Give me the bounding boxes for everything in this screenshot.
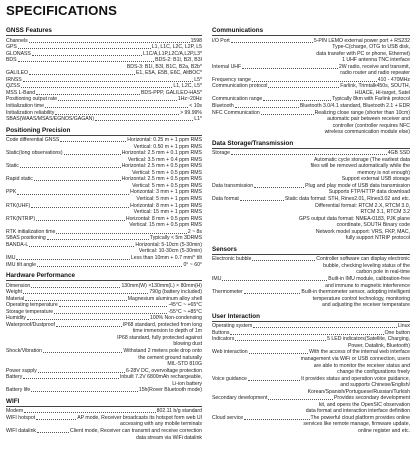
spec-row [6, 428, 202, 435]
spec-value-continued: blowing dust [173, 341, 202, 348]
leader-dots [37, 431, 69, 433]
spec-value: Plug and play mode of USB data transmission [305, 182, 410, 189]
spec-value: Provides secondary development [333, 395, 410, 402]
hardware-rows [6, 283, 202, 394]
spec-key: I/O Port [212, 37, 230, 44]
spec-value-continued: Automatic cycle storage (The earliest data [313, 156, 410, 163]
spec-value: 2 ~ 8s [187, 228, 202, 235]
spec-key: RTK(NTRIP) [6, 215, 36, 222]
gnss-section [6, 27, 202, 123]
leader-dots [248, 379, 300, 381]
leader-dots [230, 333, 383, 335]
spec-key: Frequency range [212, 76, 251, 83]
spec-value-continued: Power, Datalink, Bluetooth) [347, 342, 410, 349]
spec-value-continued: memory is not enough) [357, 169, 410, 176]
spec-value-continued: data stream via WiFi datalink [136, 434, 202, 441]
leader-dots [240, 199, 284, 201]
hardware-section [6, 272, 202, 394]
spec-value: 0° ~ 60° [183, 261, 202, 268]
leader-dots [222, 279, 327, 281]
leader-dots [36, 93, 140, 95]
spec-value: Bluetooth 3.0/4.1 standard, Bluetooth 2.1 + EDR [299, 102, 410, 109]
spec-value: Client mode, Receiver can transmit and receive correction [70, 427, 202, 434]
spec-value: Differential format: RTCM 2.X, RTCM 3.0, [315, 202, 410, 209]
leader-dots [231, 153, 387, 155]
spec-value-continued: MIL-STD 810G [167, 361, 202, 368]
leader-dots [18, 47, 151, 49]
leader-dots [263, 99, 331, 101]
spec-key: IMU [212, 276, 222, 282]
spec-key: Waterproof/Dustproof [6, 321, 55, 328]
leader-dots [23, 80, 194, 82]
spec-key: Communication protocol [212, 83, 268, 90]
spec-value: AP mode, Receiver broadcasts its hotspot form web UI [77, 414, 202, 421]
spec-key: NFC Communication [212, 109, 260, 116]
spec-value: BDS-3: B1I, B3I, B1C, B2a, B2b* [126, 63, 202, 70]
spec-key: BDS [6, 57, 17, 64]
spec-value: It provides status and operation voice guidance, [301, 375, 410, 382]
spec-value: Horizontal: 3 mm + 1 ppm RMS [130, 189, 202, 196]
leader-dots [16, 258, 130, 260]
spec-key: Internal UHF [212, 63, 242, 70]
spec-value-continued: files will be removed automatically while the [310, 163, 410, 170]
spec-key: Battery life [6, 387, 31, 394]
spec-value: 100% Non-condensing [149, 315, 202, 322]
leader-dots [252, 80, 377, 82]
spec-value: 5-PIN LEMO external power port + RS232 [313, 37, 410, 44]
spec-key: SBAS(WAAS/MSAS/EGNOS/GAGAN) [6, 116, 95, 123]
leader-dots [31, 390, 138, 392]
leader-dots [36, 219, 125, 221]
spec-value-continued: coordinate, SOUTH Binary code [336, 222, 410, 229]
gnss-rows [6, 38, 202, 117]
leader-dots [64, 153, 121, 155]
spec-value-continued: management via WiFi or USB connection, users [300, 355, 410, 362]
storage-rows [212, 150, 410, 242]
spec-value: Built-in IMU module, calibration-free [328, 276, 410, 282]
spec-key: Electronic bubble [212, 256, 252, 263]
leader-dots [242, 67, 338, 69]
spec-value: E1, E5A, E5B, E6C, AltBOC* [135, 70, 202, 77]
spec-key: Storage temperature [6, 308, 54, 315]
leader-dots [95, 119, 193, 121]
spec-key: Data format [212, 196, 239, 203]
spec-key: Shock/Vibration [6, 348, 42, 355]
spec-key: Modem [6, 408, 24, 415]
leader-dots [31, 286, 120, 288]
spec-value-continued: time immersion to depth of 1m [132, 328, 202, 335]
spec-key: SBAS positioning [6, 235, 46, 242]
leader-dots [231, 41, 313, 43]
spec-key: Secondary development [212, 395, 268, 402]
spec-value: Horizontal: 0.25 m + 1 ppm RMS [127, 137, 202, 144]
row-pad [213, 207, 314, 208]
spec-value: L1C/A,L1P,L2C/A,L2P,L3* [143, 50, 202, 57]
spec-value: -45°C ~ +65°C [168, 302, 202, 309]
spec-value-continued: and immune to magnetic interference [325, 282, 410, 289]
spec-value: 4GB SSD [387, 150, 410, 157]
spec-value-continued: wireless communication module else) [324, 129, 410, 136]
spec-value: Withstand 2 meters pole drop onto [123, 348, 202, 355]
spec-value: Inbuilt 7.2V 6800mAh rechargeable, [119, 374, 202, 381]
spec-value-continued: Support external USB storage [341, 176, 410, 183]
spec-value: 802.11 b/g standard [156, 408, 202, 415]
leader-dots [45, 106, 188, 108]
spec-value-continued: data transfer with PC or phone, Ethernet) [316, 50, 410, 57]
leader-dots [43, 351, 122, 353]
leader-dots [18, 60, 155, 62]
spec-row [212, 289, 410, 296]
spec-value: 1598 [190, 37, 202, 44]
leader-dots [54, 312, 167, 314]
spec-value: L5* [194, 76, 202, 83]
leader-dots [21, 86, 172, 88]
spec-value: Horizontal: 5-10cm (5-30min) [135, 241, 202, 248]
spec-key: Humidity [6, 315, 26, 322]
spec-key: MSS L-Band [6, 89, 36, 96]
leader-dots [268, 398, 333, 400]
spec-key: GPS [6, 44, 17, 51]
spec-value-continued: Vertical: 3.5 mm + 0.4 ppm RMS [127, 156, 202, 163]
ui-section [212, 313, 410, 435]
spec-value: Typically 8km with Farlink protocol [332, 96, 410, 103]
spec-value-continued: radio router and radio repeater [340, 70, 410, 77]
spec-value-continued: Vertical: 15 mm + 1 ppm RMS [133, 209, 202, 216]
leader-dots [17, 193, 129, 195]
row-pad [7, 68, 126, 69]
leader-dots [244, 292, 301, 294]
spec-key: Static [6, 163, 19, 170]
spec-value-continued: and adjusting the receiver temperature [321, 302, 410, 309]
spec-value: -55°C ~ +85°C [168, 308, 202, 315]
spec-key: IMU tilt angle [6, 261, 36, 268]
wifi-section [6, 398, 202, 441]
spec-value-continued: HUACE, Hi-target, Satel [354, 89, 410, 96]
spec-value-continued: Vertical: 5 mm + 0.5 ppm RMS [132, 182, 202, 189]
spec-value-continued: IP68 standard, fully protected against [117, 334, 202, 341]
precision-heading: Positioning Precision [6, 127, 202, 136]
leader-dots [23, 292, 149, 294]
spec-key: WIFI hotspot [6, 414, 36, 421]
leader-dots [29, 41, 190, 43]
leader-dots [261, 113, 314, 115]
spec-value-continued: Vertical: 0.50 m + 1 ppm RMS [133, 143, 202, 150]
spec-value-continued: data format and interaction interface definition [305, 408, 410, 415]
spec-key: Cloud service [212, 414, 244, 421]
leader-dots [60, 140, 126, 142]
spec-value: Linux [397, 323, 410, 330]
spec-value-continued: bubble, checking leveling status of the [323, 262, 410, 269]
spec-value: Horizontal: 2.5 mm + 0.5 ppm RMS [121, 176, 202, 183]
spec-value: One button [384, 329, 410, 336]
spec-value-continued: services like remote manage, firmware update, [303, 421, 410, 428]
sensors-section [212, 246, 410, 309]
spec-value-continued: Type-C(charge, OTG to USB disk, [332, 44, 410, 51]
leader-dots [56, 325, 122, 327]
spec-key: Positioning output rate [6, 96, 58, 103]
spec-value-continued: Supports FTP/HTTP data download [328, 189, 410, 196]
spec-value: 790g (battery included) [149, 289, 202, 296]
storage-heading: Data Storage/Transmission [212, 140, 410, 149]
spec-value-continued: controller (controller requires NFC [332, 122, 410, 129]
spec-key: PPK [6, 189, 17, 196]
spec-key: Indicators [212, 336, 235, 343]
leader-dots [27, 318, 149, 320]
spec-value: Controller software can display electronic [316, 256, 410, 263]
spec-key: Code differential GNSS [6, 137, 60, 144]
spec-value: Magnesium aluminum alloy shell [127, 295, 202, 302]
spec-value: L1, L2C, L5* [173, 83, 202, 90]
spec-key: Dimension [6, 282, 31, 289]
spec-key: Initialization reliability [6, 109, 55, 116]
spec-value-continued: the cement ground naturally [138, 354, 202, 361]
spec-key: IRNSS [6, 76, 22, 83]
spec-value-continued: online register and etc. [357, 427, 410, 434]
sensors-heading: Sensors [212, 246, 410, 255]
spec-key: WIFI datalink [6, 427, 36, 434]
leader-dots [25, 299, 126, 301]
leader-dots [253, 326, 396, 328]
spec-key: Thermometer [212, 289, 243, 296]
spec-key: Communication range [212, 96, 263, 103]
spec-value-continued: accessing with any mobile terminals [120, 421, 202, 428]
spec-value: Horizontal: 8 mm + 0.5 ppm RMS [125, 215, 202, 222]
spec-value: 410 - 470MHz [377, 76, 410, 83]
leader-dots [24, 411, 155, 413]
wifi-rows [6, 408, 202, 441]
spec-value-continued: change the configurations freely [337, 369, 410, 376]
sensors-rows [212, 256, 410, 308]
spec-value-continued: are able to monitor the receiver status and [313, 362, 410, 369]
spec-value: Realizing close range (shorter than 10cm) [314, 109, 410, 116]
spec-key: RTK(UHF) [6, 202, 31, 209]
precision-section [6, 127, 202, 268]
leader-dots [32, 54, 142, 56]
spec-value-continued: carbon pole in real-time [356, 269, 410, 276]
spec-value-continued: Vertical: 10-30cm (5-30min) [138, 248, 202, 255]
leader-dots [29, 73, 135, 75]
spec-value: 2W radio, receive and transmit, [338, 63, 410, 70]
spec-value: < 10s [189, 102, 202, 109]
spec-value-continued: Korean/Spanish/Portuguese/Russian/Turkish [307, 388, 410, 395]
right-column [212, 27, 410, 435]
spec-value-continued: Li-ion battery [172, 380, 202, 387]
wifi-heading: WIFI [6, 398, 202, 407]
spec-key: Web interaction [212, 349, 248, 356]
spec-value-continued: kit, and opens the OpenSIC observation [318, 401, 410, 408]
spec-row [212, 349, 410, 356]
spec-value: 130mm(W) ×130mm(L) × 80mm(H) [121, 282, 202, 289]
leader-dots [58, 99, 177, 101]
spec-value-continued: RTCM 3.1, RTCM 3.2 [360, 209, 410, 216]
spec-value-continued: and supports Chinese/English/ [340, 382, 410, 389]
spec-value: Built-in thermometer sensor, adopting intelligent [301, 289, 410, 296]
spec-key: Weight [6, 289, 22, 296]
leader-dots [31, 206, 129, 208]
leader-dots [29, 245, 134, 247]
spec-value: Typically < 5m 3DRMS [149, 235, 202, 242]
spec-key: Operating system [212, 323, 253, 330]
spec-key: Voice guidance [212, 375, 247, 382]
spec-value-continued: fully support NTRIP protocol [345, 235, 410, 242]
spec-value: 5 LED indicators(Satellite, Charging, [327, 336, 410, 343]
ui-rows [212, 323, 410, 434]
spec-value-continued: Network model support: VRS, FKP, MAC, [315, 228, 410, 235]
spec-key: Operating temperature [6, 302, 58, 309]
spec-value: Horizontal: 2.5 mm + 0.1 ppm RMS [121, 150, 202, 157]
spec-value: L1, L1C, L2C, L2P, L5 [151, 44, 202, 51]
spec-value: 1Hz~20Hz [177, 96, 202, 103]
leader-dots [37, 265, 182, 267]
precision-rows [6, 137, 202, 268]
spec-key: Static(long observations) [6, 150, 63, 157]
spec-value: 6-28V DC, overvoltage protection [125, 367, 202, 374]
communications-rows [212, 38, 410, 136]
spec-key: Power supply [6, 367, 37, 374]
leader-dots [268, 86, 339, 88]
spec-value: IP68 standard, protected from long [122, 321, 202, 328]
spec-key: GALILEO [6, 70, 29, 77]
leader-dots [36, 418, 76, 420]
spec-value: 15h(Rover Bluetooth mode) [138, 387, 202, 394]
spec-value: The powerful cloud platform provides online [310, 414, 410, 421]
spec-key: Channels [6, 37, 28, 44]
ui-heading: User Interaction [212, 313, 410, 322]
spec-key: IMU [6, 254, 16, 261]
spec-value: Horizontal: 8 mm + 1 ppm RMS [130, 202, 202, 209]
leader-dots [23, 377, 119, 379]
gnss-heading: GNSS Features [6, 27, 202, 36]
spec-key: Data transmission [212, 182, 254, 189]
spec-value: L1* [194, 116, 202, 123]
spec-value: Farlink, Trimtalk450s, SOUTH, [340, 83, 410, 90]
spec-value-continued: 1 UHF antenna TNC interface [342, 57, 410, 64]
spec-value: BDS-PPP, GALILEO-HAS* [140, 89, 202, 96]
leader-dots [252, 259, 315, 261]
leader-dots [34, 179, 121, 181]
leader-dots [235, 106, 299, 108]
spec-value-continued: GPS output data format: NMEA-0183, PJK plane [298, 215, 410, 222]
spec-value-continued: Vertical: 5 mm + 1 ppm RMS [136, 196, 202, 203]
leader-dots [55, 113, 179, 115]
spec-key: Bluetooth [212, 102, 234, 109]
communications-heading: Communications [212, 27, 410, 36]
spec-key: QZSS [6, 83, 20, 90]
spec-key: GLONASS [6, 50, 31, 57]
spec-value-continued: temperature control technology, monitoring [312, 295, 410, 302]
spec-value: Horizontal: 2.5 mm + 0.5 ppm RMS [121, 163, 202, 170]
storage-section [212, 140, 410, 242]
left-column [6, 27, 202, 441]
leader-dots [59, 305, 168, 307]
leader-dots [254, 186, 304, 188]
spec-key: Rapid static [6, 176, 33, 183]
leader-dots [20, 166, 121, 168]
spec-key: Buttons [212, 329, 230, 336]
spec-value: > 99.99% [180, 109, 202, 116]
communications-section [212, 27, 410, 136]
spec-value-continued: Vertical: 15 mm + 0.5 ppm RMS [129, 222, 202, 229]
leader-dots [235, 339, 326, 341]
leader-dots [56, 232, 187, 234]
leader-dots [244, 418, 309, 420]
leader-dots [38, 371, 125, 373]
spec-value: Less than 10mm + 0.7 mm/° tilt [130, 254, 202, 261]
spec-key: RTK initialization time [6, 228, 56, 235]
spec-key: Material [6, 295, 25, 302]
spec-value: With the access of the internal web interface [309, 349, 410, 356]
spec-value: Static data format: STH, Rinex2.01, Rinex3.02 and etc. [284, 196, 410, 203]
spec-value-continued: automatic pair between receiver and [327, 116, 410, 123]
spec-key: BANDA-L [6, 241, 29, 248]
spec-value-continued: Vertical: 5 mm + 0.5 ppm RMS [132, 169, 202, 176]
spec-value: BDS-2: B1I, B2I, B3I [155, 57, 202, 64]
spec-key: Battery [6, 374, 23, 381]
page-title: SPECIFICATIONS [6, 3, 118, 18]
leader-dots [249, 352, 309, 354]
hardware-heading: Hardware Performance [6, 272, 202, 281]
spec-key: Storage [212, 150, 231, 157]
leader-dots [47, 238, 149, 240]
spec-key: Initialization time [6, 102, 45, 109]
